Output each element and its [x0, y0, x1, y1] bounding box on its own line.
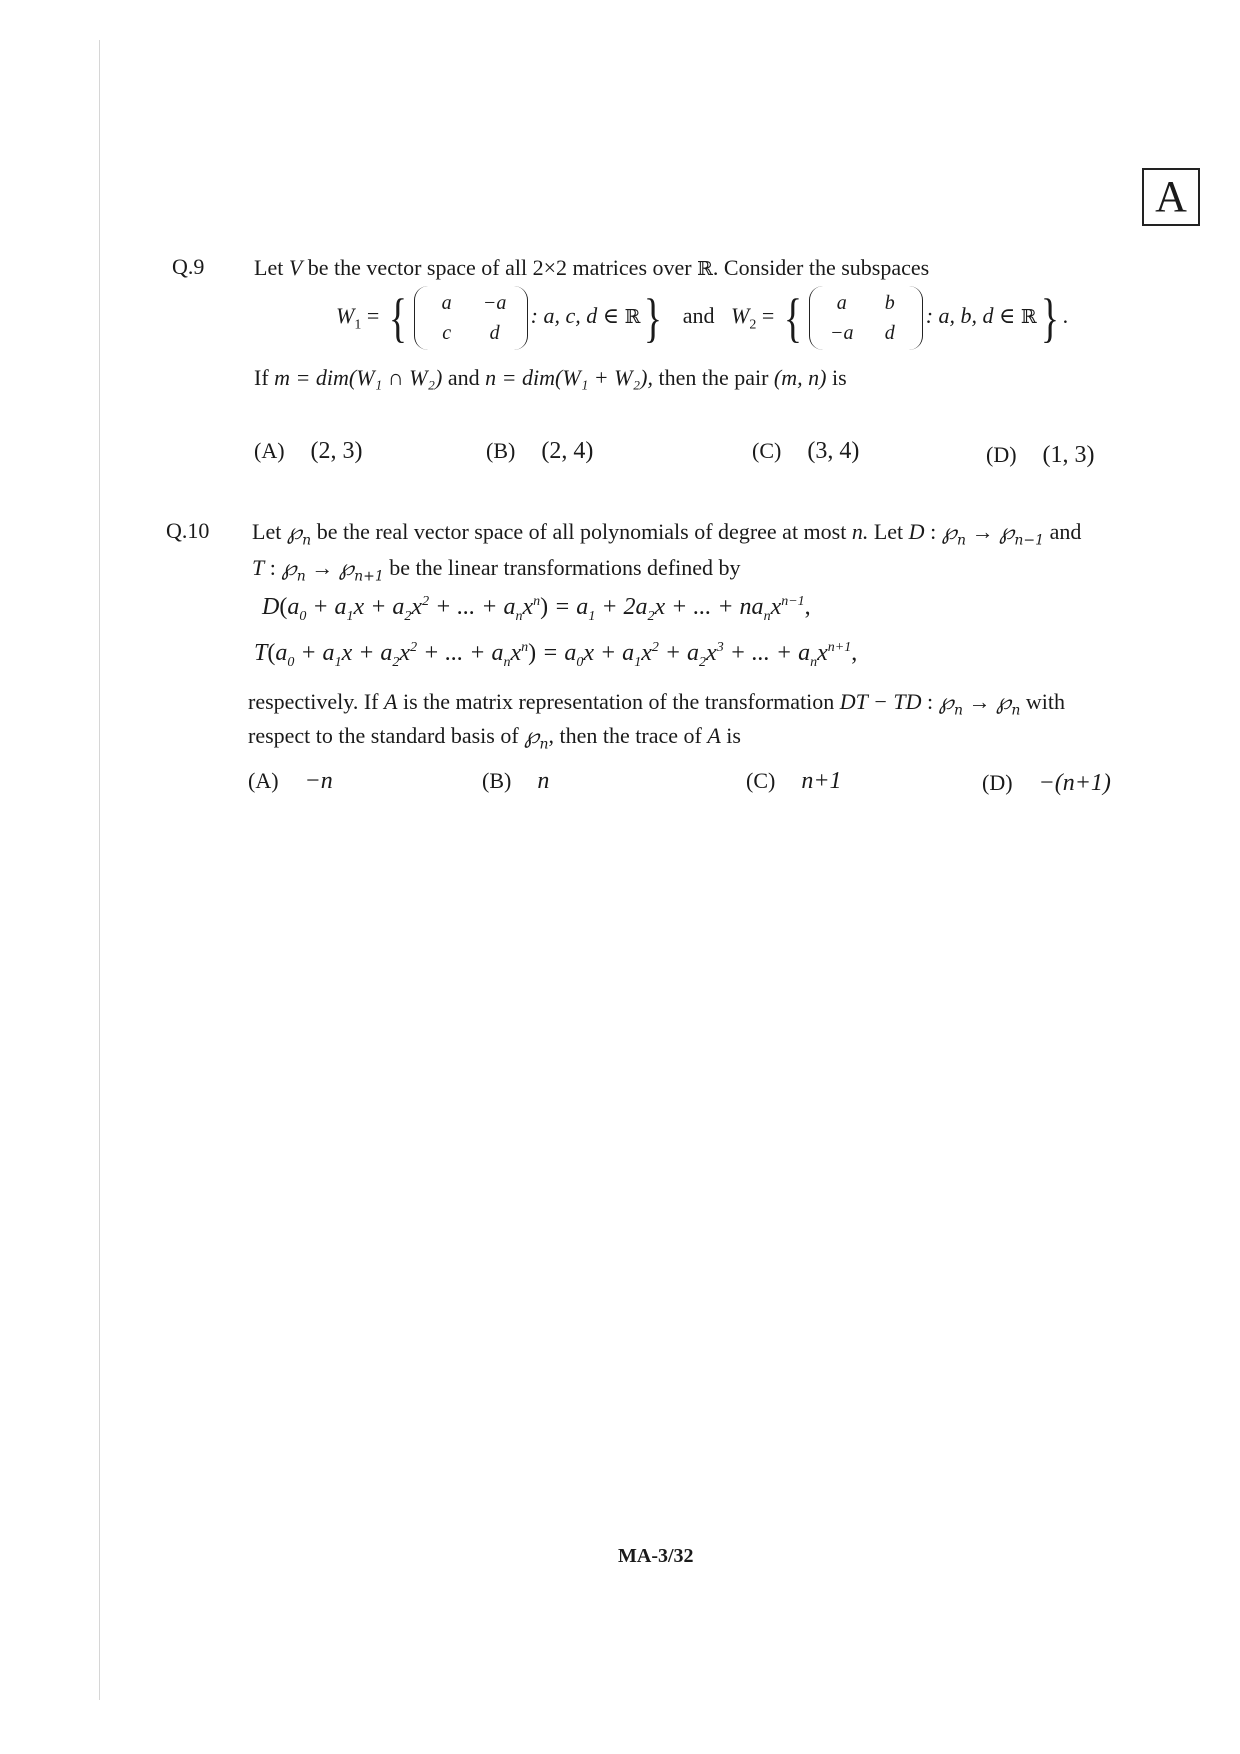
w2-matrix: a b −a d [809, 286, 923, 350]
q10-option-c[interactable]: (C) n+1 [746, 768, 842, 794]
q9-subspace-definitions: $W_1$ = { a −a c d : a, c, d ∈ ℝ} and $W_2$ = { a b −a d : a, b, d ∈ ℝ} . [336, 287, 1069, 348]
q10-option-d[interactable]: (D) −(n+1) [982, 770, 1111, 796]
q10-statement-line-1: Let $℘_n$ be the real vector space of all polynomials of degree at most n. Let D : $℘_n$ → $℘_{n-1}$ and [252, 519, 1082, 549]
question-number-10: Q.10 [166, 518, 210, 543]
w1-matrix: a −a c d [414, 286, 528, 350]
question-number-9: Q.9 [172, 254, 205, 279]
page-number-footer: MA-3/32 [618, 1545, 694, 1567]
q9-option-c[interactable]: (C) (3, 4) [752, 438, 860, 464]
q10-formula-D: $D(a_0 + a_1x + a_2x^2$ + ... + $a_nx^n) = a_1 + 2a_2x$ + ... + $na_nx^{n-1}$, [262, 594, 811, 624]
q9-option-d[interactable]: (D) (1, 3) [986, 442, 1095, 468]
question-set-label: A [1142, 168, 1200, 226]
q10-option-a[interactable]: (A) −n [248, 768, 333, 794]
q10-statement-line-4: respect to the standard basis of $℘_n$, then the trace of A is [248, 723, 741, 753]
q9-option-a[interactable]: (A) (2, 3) [254, 438, 363, 464]
q10-statement-line-3: respectively. If A is the matrix representation of the transformation DT − TD : $℘_n$ → $℘_n$ with [248, 689, 1065, 719]
q10-formula-T: $T(a_0 + a_1x + a_2x^2$ + ... + $a_nx^n) = a_0x + a_1x^2 + a_2x^3$ + ... + $a_nx^{n+1}$, [254, 640, 858, 670]
q10-option-b[interactable]: (B) n [482, 768, 550, 794]
q9-statement-line-3: If m = dim(W₁ ∩ W₂) and n = dim(W₁ + W₂), then the pair (m, n) is [254, 365, 847, 390]
q10-statement-line-2: T : $℘_n$ → $℘_{n+1}$ be the linear transformations defined by [252, 555, 741, 585]
q9-statement-line-1: Let V be the vector space of all 2×2 matrices over ℝ. Consider the subspaces [254, 255, 930, 280]
q9-option-b[interactable]: (B) (2, 4) [486, 438, 594, 464]
binding-margin-line [99, 40, 100, 1700]
